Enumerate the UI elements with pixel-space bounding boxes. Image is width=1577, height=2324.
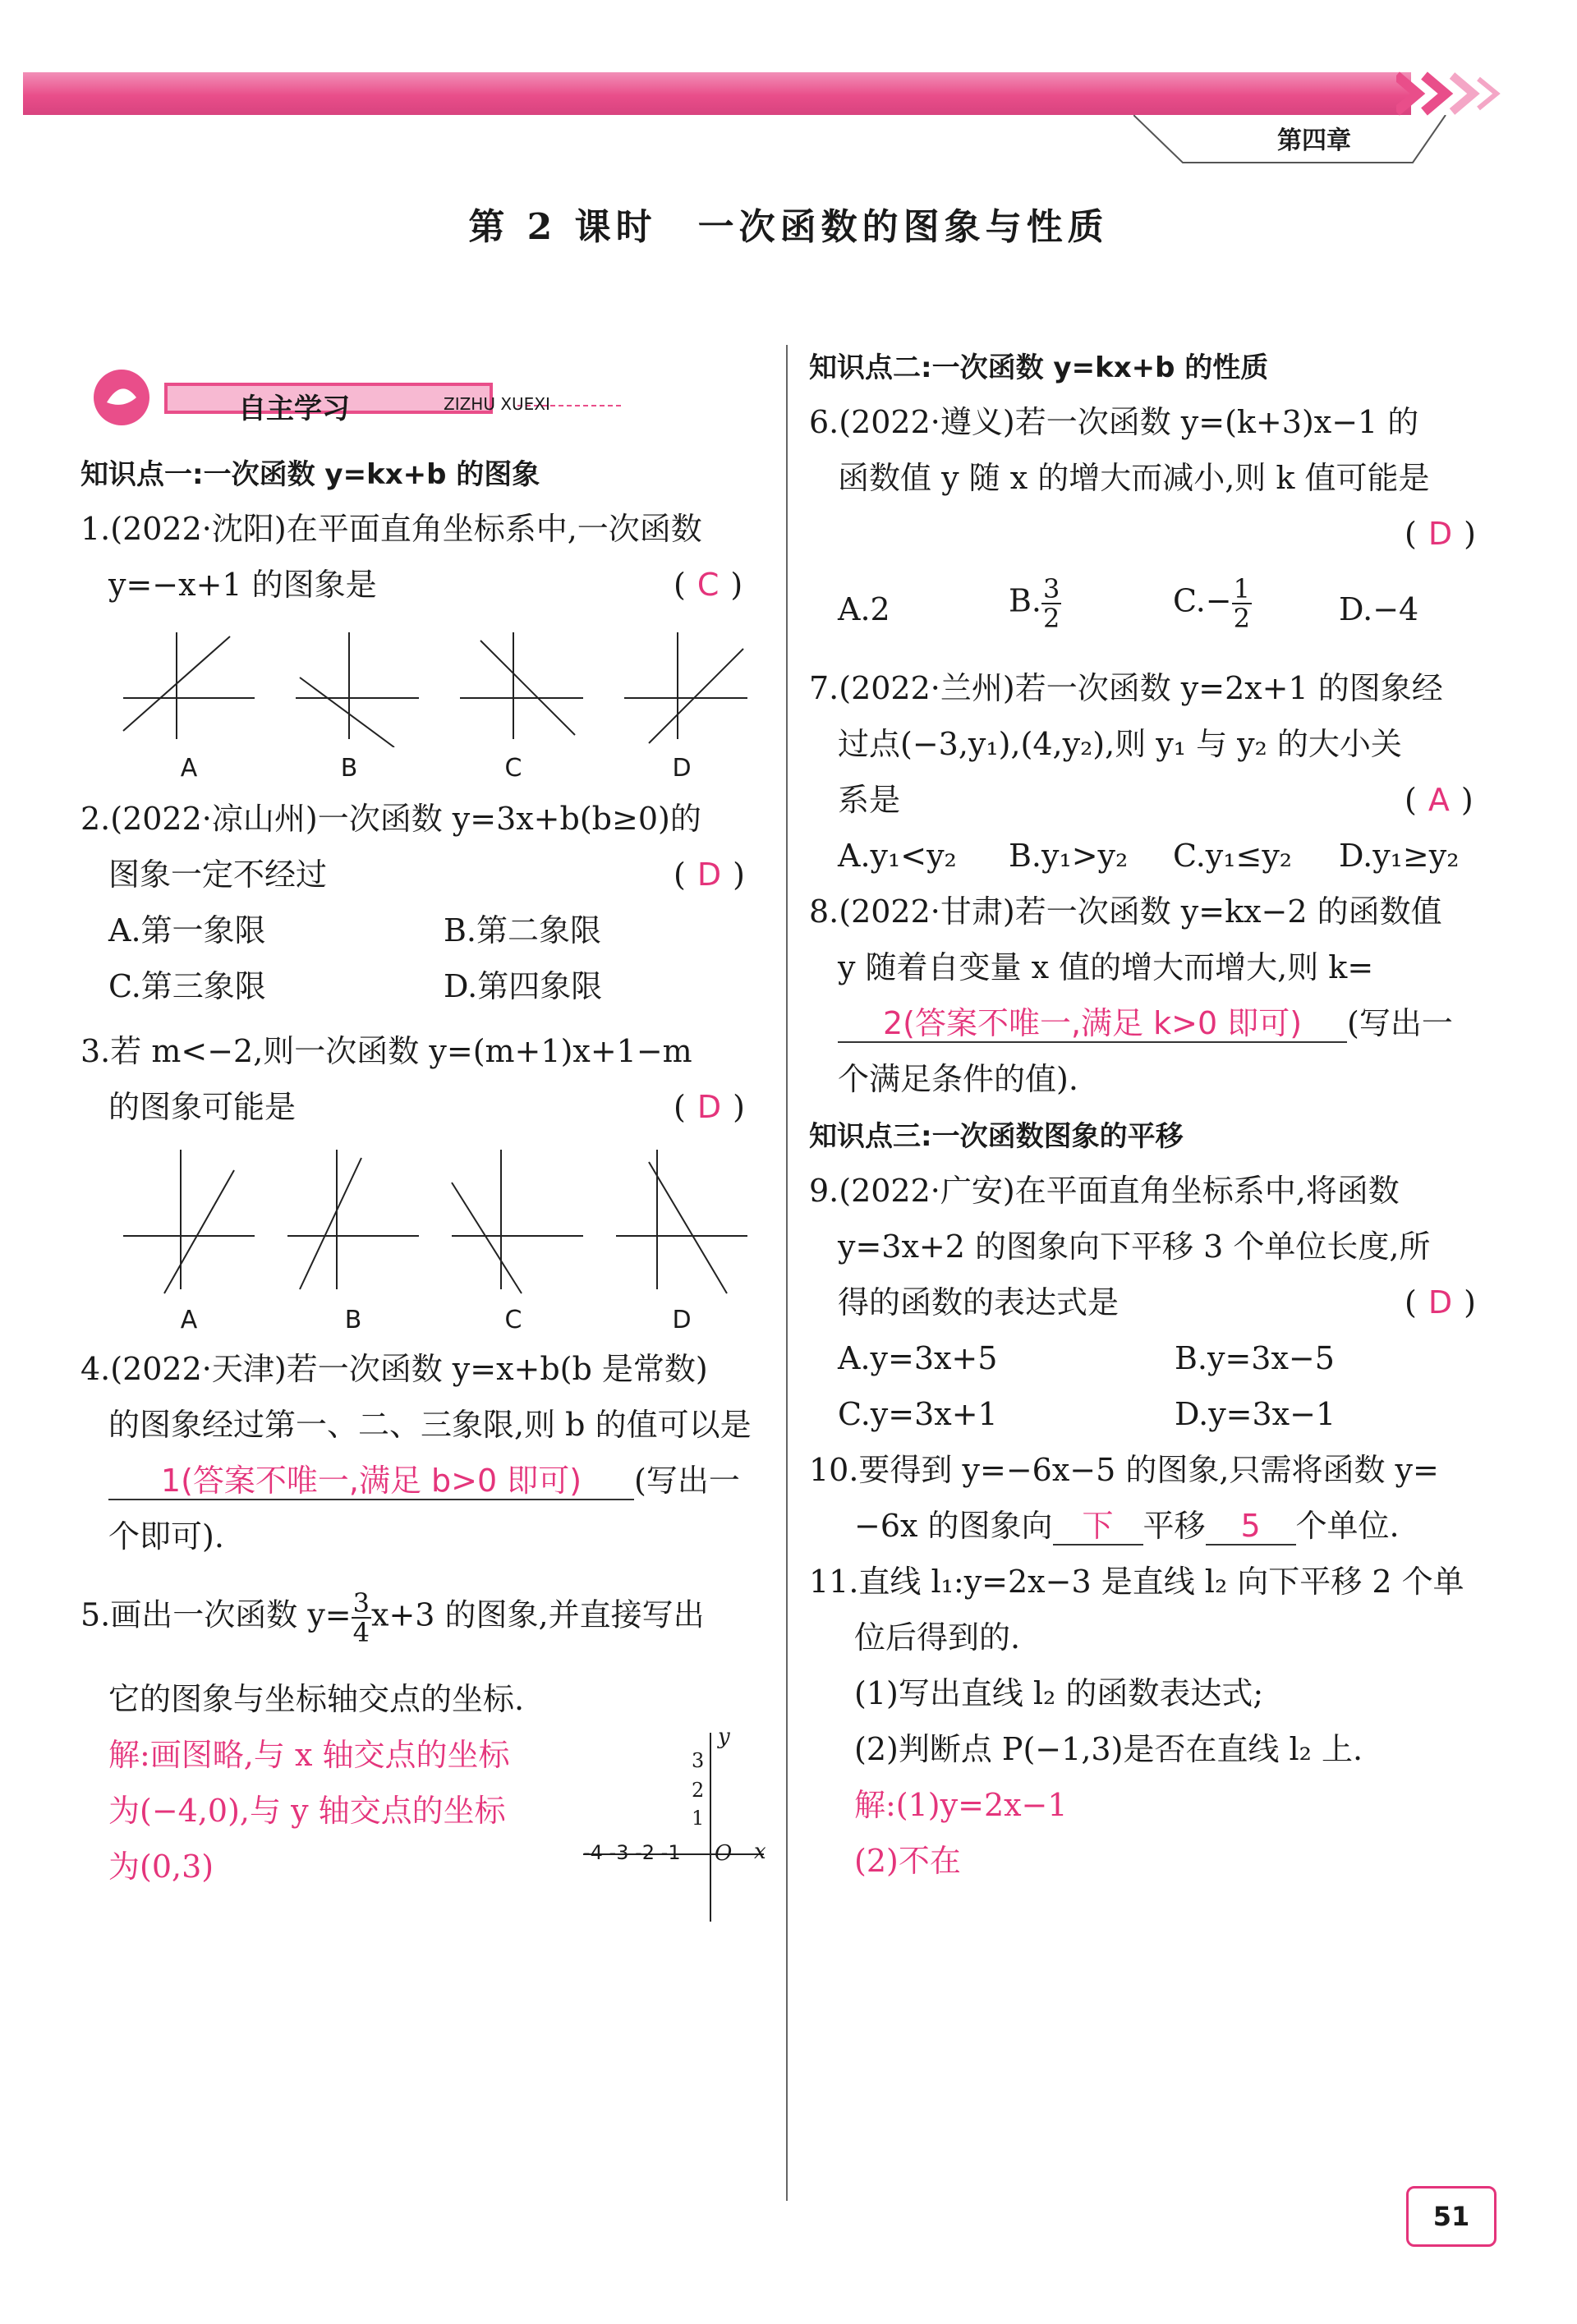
q1-graph-b <box>296 632 419 747</box>
q7-line1: 7.(2022·兰州)若一次函数 y=2x+1 的图象经 <box>809 670 1443 706</box>
q7-line3: 系是 <box>838 782 901 818</box>
q3-line2: 的图象可能是 <box>108 1089 297 1125</box>
q1-opt-c: C <box>504 754 522 783</box>
q3-answer-bracket: ( D ) <box>674 1089 745 1125</box>
q1-graph-d <box>624 632 747 743</box>
q3-opt-b: B <box>344 1306 362 1334</box>
page-number: 51 <box>1406 2186 1497 2247</box>
q9-opt-a: A.y=3x+5 <box>838 1340 998 1376</box>
q3-opt-a: A <box>180 1306 198 1334</box>
section-pinyin: ZIZHU XUEXI <box>444 394 550 414</box>
q8-line4: 个满足条件的值). <box>838 1061 1078 1097</box>
q1-graph-c <box>460 632 583 739</box>
q8-line2: y 随着自变量 x 值的增大而增大,则 k= <box>838 949 1374 985</box>
q3-graph-c <box>452 1150 583 1293</box>
q9-opt-d: D.y=3x−1 <box>1175 1396 1336 1432</box>
q3-graphs <box>115 1141 756 1297</box>
q1-opt-a: A <box>180 754 198 783</box>
q10-line1: 10.要得到 y=−6x−5 的图象,只需将函数 y= <box>809 1452 1439 1488</box>
q5-line1: 5.画出一次函数 y= $\frac{3}{4}$ x+3 的图象,并直接写出 <box>80 1587 705 1648</box>
q4-line1: 4.(2022·天津)若一次函数 y=x+b(b 是常数) <box>80 1351 708 1387</box>
q1-answer-bracket: ( C ) <box>674 567 743 603</box>
q3-opt-d: D <box>672 1306 692 1334</box>
q6-opt-a: A.2 <box>838 591 890 627</box>
q11-part2: (2)判断点 P(−1,3)是否在直线 l₂ 上. <box>854 1731 1363 1767</box>
q8-line1: 8.(2022·甘肃)若一次函数 y=kx−2 的函数值 <box>809 893 1442 930</box>
q11-sol2: (2)不在 <box>854 1843 961 1879</box>
q6-line1: 6.(2022·遵义)若一次函数 y=(k+3)x−1 的 <box>809 404 1419 440</box>
q7-opt-b: B.y₁>y₂ <box>1009 838 1129 874</box>
q7-answer-bracket: ( A ) <box>1405 782 1474 818</box>
q2-opt-d: D.第四象限 <box>444 968 603 1004</box>
q5-y-tick-1: 1 <box>692 1807 705 1830</box>
section-label: 自主学习 <box>238 393 350 425</box>
knowledge-point-3: 知识点三:一次函数图象的平移 <box>809 1120 1184 1153</box>
column-divider <box>786 345 788 2201</box>
q7-opt-c: C.y₁≤y₂ <box>1173 838 1293 874</box>
q5-y-tick-3: 3 <box>692 1749 705 1772</box>
q8-line3: 2(答案不唯一,满足 k>0 即可) (写出一 <box>838 1005 1453 1043</box>
q6-opt-c: C.− $\frac{1}{2}$ <box>1173 573 1250 634</box>
q3-graph-a <box>123 1150 255 1293</box>
chapter-label: 第四章 <box>1277 126 1351 155</box>
q1-opt-b: B <box>340 754 358 783</box>
q4-line2: 的图象经过第一、二、三象限,则 b 的值可以是 <box>108 1407 752 1443</box>
q6-line2: 函数值 y 随 x 的增大而减小,则 k 值可能是 <box>838 460 1430 496</box>
q9-opt-c: C.y=3x+1 <box>838 1396 998 1432</box>
q7-line2: 过点(−3,y₁),(4,y₂),则 y₁ 与 y₂ 的大小关 <box>838 726 1402 762</box>
q3-opt-c: C <box>504 1306 522 1334</box>
header-banner <box>23 72 1411 115</box>
q5-x-ticks: -4 -3 -2 -1 <box>583 1841 681 1864</box>
q2-answer-bracket: ( D ) <box>674 857 745 893</box>
q11-line1: 11.直线 l₁:y=2x−3 是直线 l₂ 向下平移 2 个单 <box>809 1564 1464 1600</box>
q5-axis-x: x <box>754 1839 766 1864</box>
q6-opt-b: B. $\frac{3}{2}$ <box>1009 573 1060 634</box>
q3-line1: 3.若 m<−2,则一次函数 y=(m+1)x+1−m <box>80 1033 692 1069</box>
q11-sol1: 解:(1)y=2x−1 <box>854 1787 1068 1823</box>
q2-opt-b: B.第二象限 <box>444 912 602 948</box>
q9-line3: 得的函数的表达式是 <box>838 1284 1120 1320</box>
q11-part1: (1)写出直线 l₂ 的函数表达式; <box>854 1675 1264 1711</box>
chevron-arrows-icon <box>1396 71 1503 117</box>
q1-line1: 1.(2022·沈阳)在平面直角坐标系中,一次函数 <box>80 511 702 547</box>
q3-graph-b <box>287 1150 419 1289</box>
q1-graph-a <box>123 632 255 739</box>
q5-sol1: 解:画图略,与 x 轴交点的坐标 <box>108 1737 510 1773</box>
q9-opt-b: B.y=3x−5 <box>1175 1340 1335 1376</box>
q5-sol2: 为(−4,0),与 y 轴交点的坐标 <box>108 1793 506 1829</box>
q5-axes <box>575 1725 772 1930</box>
q2-line1: 2.(2022·凉山州)一次函数 y=3x+b(b≥0)的 <box>80 801 701 837</box>
page-title: 第 2 课时 一次函数的图象与性质 <box>468 206 1109 248</box>
q7-opt-a: A.y₁<y₂ <box>838 838 957 874</box>
knowledge-point-1: 知识点一:一次函数 y=kx+b 的图象 <box>80 458 540 491</box>
q3-graph-d <box>616 1150 747 1293</box>
q11-line2: 位后得到的. <box>854 1619 1021 1656</box>
q5-line2: 它的图象与坐标轴交点的坐标. <box>108 1681 525 1717</box>
q2-opt-c: C.第三象限 <box>108 968 266 1004</box>
q2-line2: 图象一定不经过 <box>108 857 328 893</box>
q9-answer-bracket: ( D ) <box>1405 1284 1476 1320</box>
knowledge-point-2: 知识点二:一次函数 y=kx+b 的性质 <box>809 351 1269 384</box>
q5-origin: O <box>715 1841 733 1866</box>
q5-sol3: 为(0,3) <box>108 1849 214 1885</box>
q9-line1: 9.(2022·广安)在平面直角坐标系中,将函数 <box>809 1173 1400 1209</box>
q7-opt-d: D.y₁≥y₂ <box>1339 838 1460 874</box>
q10-line2: −6x 的图象向 下 平移 5 个单位. <box>854 1508 1400 1544</box>
q6-opt-d: D.−4 <box>1339 591 1419 627</box>
q1-opt-d: D <box>672 754 692 783</box>
q4-line4: 个即可). <box>108 1518 224 1555</box>
q5-y-tick-2: 2 <box>692 1779 705 1802</box>
q1-line2: y=−x+1 的图象是 <box>108 567 377 603</box>
q4-line3: 1(答案不唯一,满足 b>0 即可) (写出一 <box>108 1463 740 1500</box>
q6-answer-bracket: ( D ) <box>1405 516 1476 552</box>
q9-line2: y=3x+2 的图象向下平移 3 个单位长度,所 <box>838 1229 1431 1265</box>
q1-graphs <box>115 624 756 747</box>
q2-opt-a: A.第一象限 <box>108 912 266 948</box>
q5-axis-y: y <box>718 1725 730 1749</box>
